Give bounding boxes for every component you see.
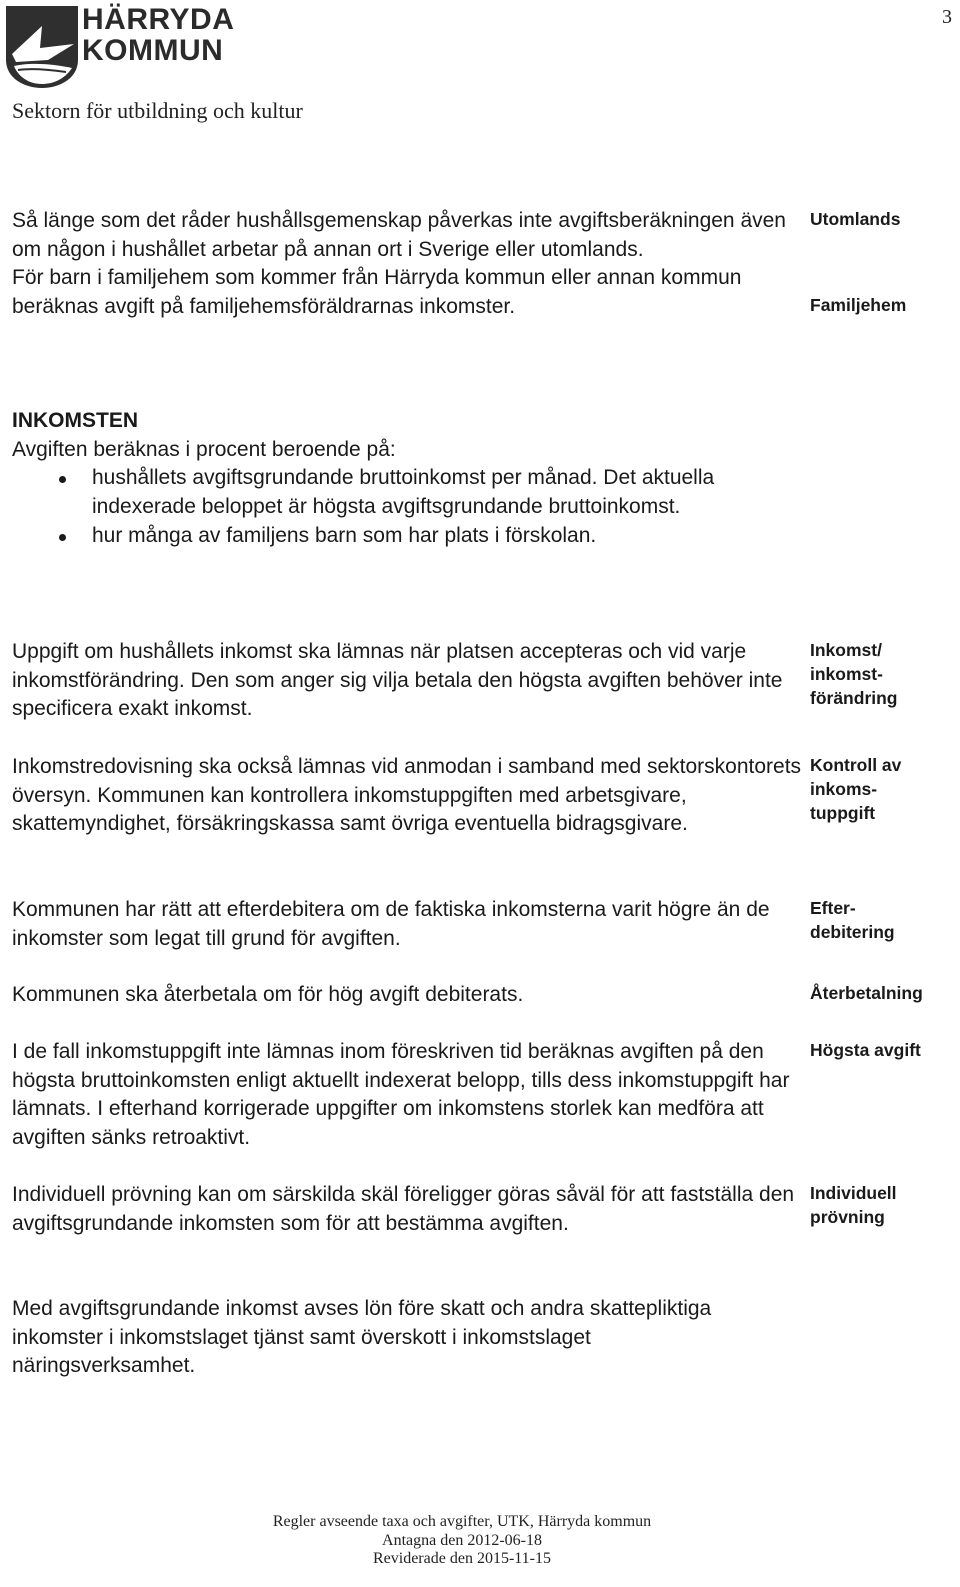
margin-note-refund: Återbetalning bbox=[810, 983, 923, 1003]
margin-note-foster-home: Familjehem bbox=[810, 295, 907, 315]
paragraph-income-control: Inkomstredovisning ska också lämnas vid anmodan i samband med sektorskontorets översyn. Kommunen kan kontrollera inkomstuppgiften med arbetsgivare, skattemyndighet, försäkringskassa samt övriga eventuella bidragsgivare. bbox=[12, 755, 802, 836]
margin-note-retro-charge: Efter- debitering bbox=[810, 898, 895, 942]
page-number: 3 bbox=[942, 6, 952, 28]
paragraph-foster-home: För barn i familjehem som kommer från Härryda kommun eller annan kommun beräknas avgift på familjehemsföräldrarnas inkomster. bbox=[12, 266, 742, 319]
paragraph-definition: Med avgiftsgrundande inkomst avses lön före skatt och andra skattepliktiga inkomster i inkomstslaget tjänst samt överskott i inkomstslaget näringsverksamhet. bbox=[12, 1297, 712, 1378]
margin-note-highest-fee: Högsta avgift bbox=[810, 1040, 921, 1060]
paragraph-household: Så länge som det råder hushållsgemenskap påverkas inte avgiftsberäkningen även om någon i hushållet arbetar på annan ort i Sverige eller utomlands. bbox=[12, 209, 786, 261]
margin-note-abroad: Utomlands bbox=[810, 209, 901, 229]
footer-title: Regler avseende taxa och avgifter, UTK, Härryda kommun bbox=[272, 1513, 652, 1530]
income-section bbox=[12, 407, 802, 551]
household-section bbox=[12, 207, 802, 322]
bullet-icon bbox=[59, 476, 66, 483]
margin-note-individual-review: Individuell prövning bbox=[810, 1183, 897, 1227]
income-intro: Avgiften beräknas i procent beroende på: bbox=[12, 437, 396, 461]
logo-line-1: HÄRRYDA bbox=[82, 3, 235, 36]
paragraph-individual-review: Individuell prövning kan om särskilda skäl föreligger göras såväl för att fastställa den avgiftsgrundande inkomsten som för att bestämma avgiften. bbox=[12, 1183, 795, 1235]
page-footer bbox=[0, 1513, 924, 1569]
bullet-icon bbox=[59, 534, 66, 541]
margin-note-income-change: Inkomst/ inkomst- förändring bbox=[810, 640, 898, 708]
paragraph-highest-fee: I de fall inkomstuppgift inte lämnas inom föreskriven tid beräknas avgiften på den högsta bruttoinkomsten enligt aktuellt indexerat belopp, tills dess inkomstuppgift har lämnats. I efterhand korrigerade uppgifter om inkomstens storlek kan medföra att avgiften sänks retroaktivt. bbox=[12, 1040, 790, 1150]
list-item: hur många av familjens barn som har plats i förskolan. bbox=[12, 522, 802, 551]
income-heading: INKOMSTEN bbox=[12, 409, 138, 432]
paragraph-retro-charge: Kommunen har rätt att efterdebitera om de faktiska inkomsterna varit högre än de inkomster som legat till grund för avgiften. bbox=[12, 898, 770, 950]
list-item: hushållets avgiftsgrundande bruttoinkomst per månad. Det aktuella indexerade beloppet är högsta avgiftsgrundande bruttoinkomst. bbox=[12, 464, 752, 521]
footer-adopted: Antagna den 2012-06-18 bbox=[382, 1531, 542, 1549]
logo-emblem-icon bbox=[4, 4, 82, 90]
footer-revised: Reviderade den 2015-11-15 bbox=[372, 1550, 551, 1567]
paragraph-income-report: Uppgift om hushållets inkomst ska lämnas när platsen accepteras och vid varje inkomstförändring. Den som anger sig vilja betala den högsta avgiften behöver inte specificera exakt inkomst. bbox=[12, 640, 783, 721]
income-bullet-list bbox=[12, 464, 802, 550]
logo-wordmark bbox=[82, 4, 234, 66]
paragraph-refund: Kommunen ska återbetala om för hög avgift debiterats. bbox=[12, 983, 524, 1006]
sector-name: Sektorn för utbildning och kultur bbox=[12, 98, 303, 123]
logo-line-2: KOMMUN bbox=[82, 34, 224, 67]
margin-note-income-control: Kontroll av inkoms- tuppgift bbox=[810, 755, 902, 823]
